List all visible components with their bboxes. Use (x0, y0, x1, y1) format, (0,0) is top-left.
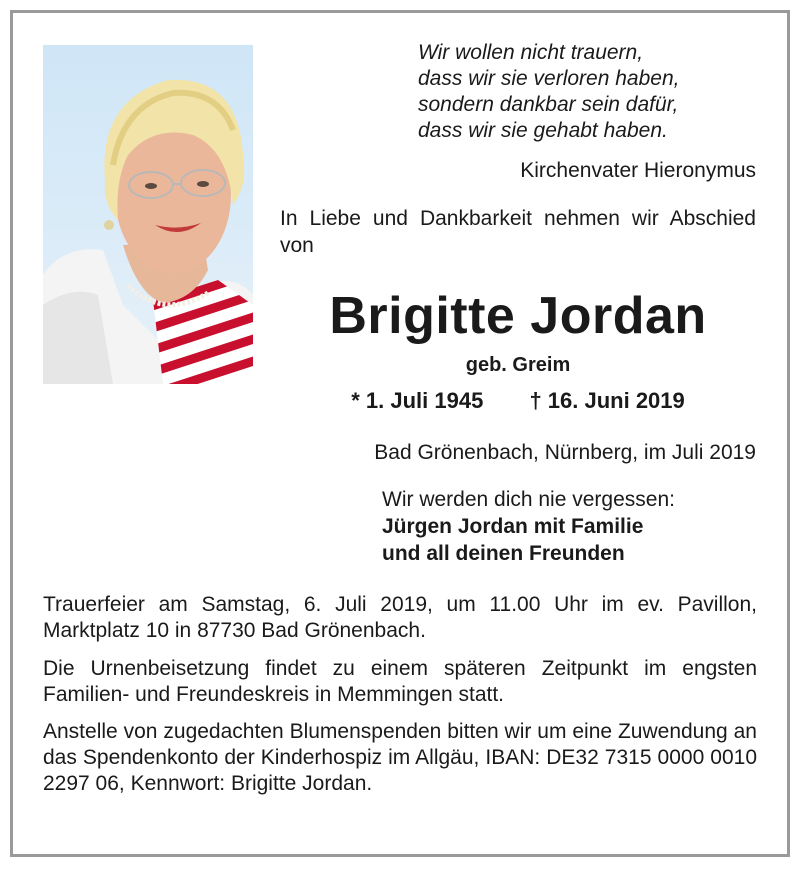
mourners-names: Jürgen Jordan mit Familie (382, 515, 644, 538)
quote-author: Kirchenvater Hieronymus (520, 159, 756, 182)
intro-text: In Liebe und Dankbarkeit nehmen wir Abschied von (280, 207, 756, 257)
mourners-line: Wir werden dich nie vergessen: (382, 488, 675, 511)
portrait-photo (43, 45, 253, 384)
mourners-names: und all deinen Freunden (382, 542, 625, 565)
urn-burial-info: Die Urnenbeisetzung findet zu einem späteren Zeitpunkt im engsten Familien- und Freundeskreis in Memmingen statt. (43, 657, 757, 706)
birth-name: geb. Greim (465, 354, 571, 376)
deceased-name: Brigitte Jordan (329, 287, 707, 345)
memorial-quote (418, 40, 758, 144)
birth-date: * 1. Juli 1945 (351, 388, 484, 413)
donation-info: Anstelle von zugedachten Blumenspenden bitten wir um eine Zuwendung an das Spendenkonto der Kinderhospiz im Allgäu, IBAN: DE32 7315 0000 0010 2297 06, Kennwort: Brigitte Jordan. (43, 720, 757, 795)
funeral-info: Trauerfeier am Samstag, 6. Juli 2019, um 11.00 Uhr im ev. Pavillon, Marktplatz 10 in 87730 Bad Grönenbach. (43, 593, 757, 642)
life-dates (260, 387, 776, 415)
quote-line: dass wir sie gehabt haben. (418, 119, 668, 142)
mourners-block (382, 486, 762, 567)
quote-line: Wir wollen nicht trauern, (418, 41, 644, 64)
quote-line: sondern dankbar sein dafür, (418, 93, 679, 116)
death-date: † 16. Juni 2019 (529, 388, 685, 413)
place-and-date: Bad Grönenbach, Nürnberg, im Juli 2019 (374, 441, 756, 464)
quote-line: dass wir sie verloren haben, (418, 67, 680, 90)
